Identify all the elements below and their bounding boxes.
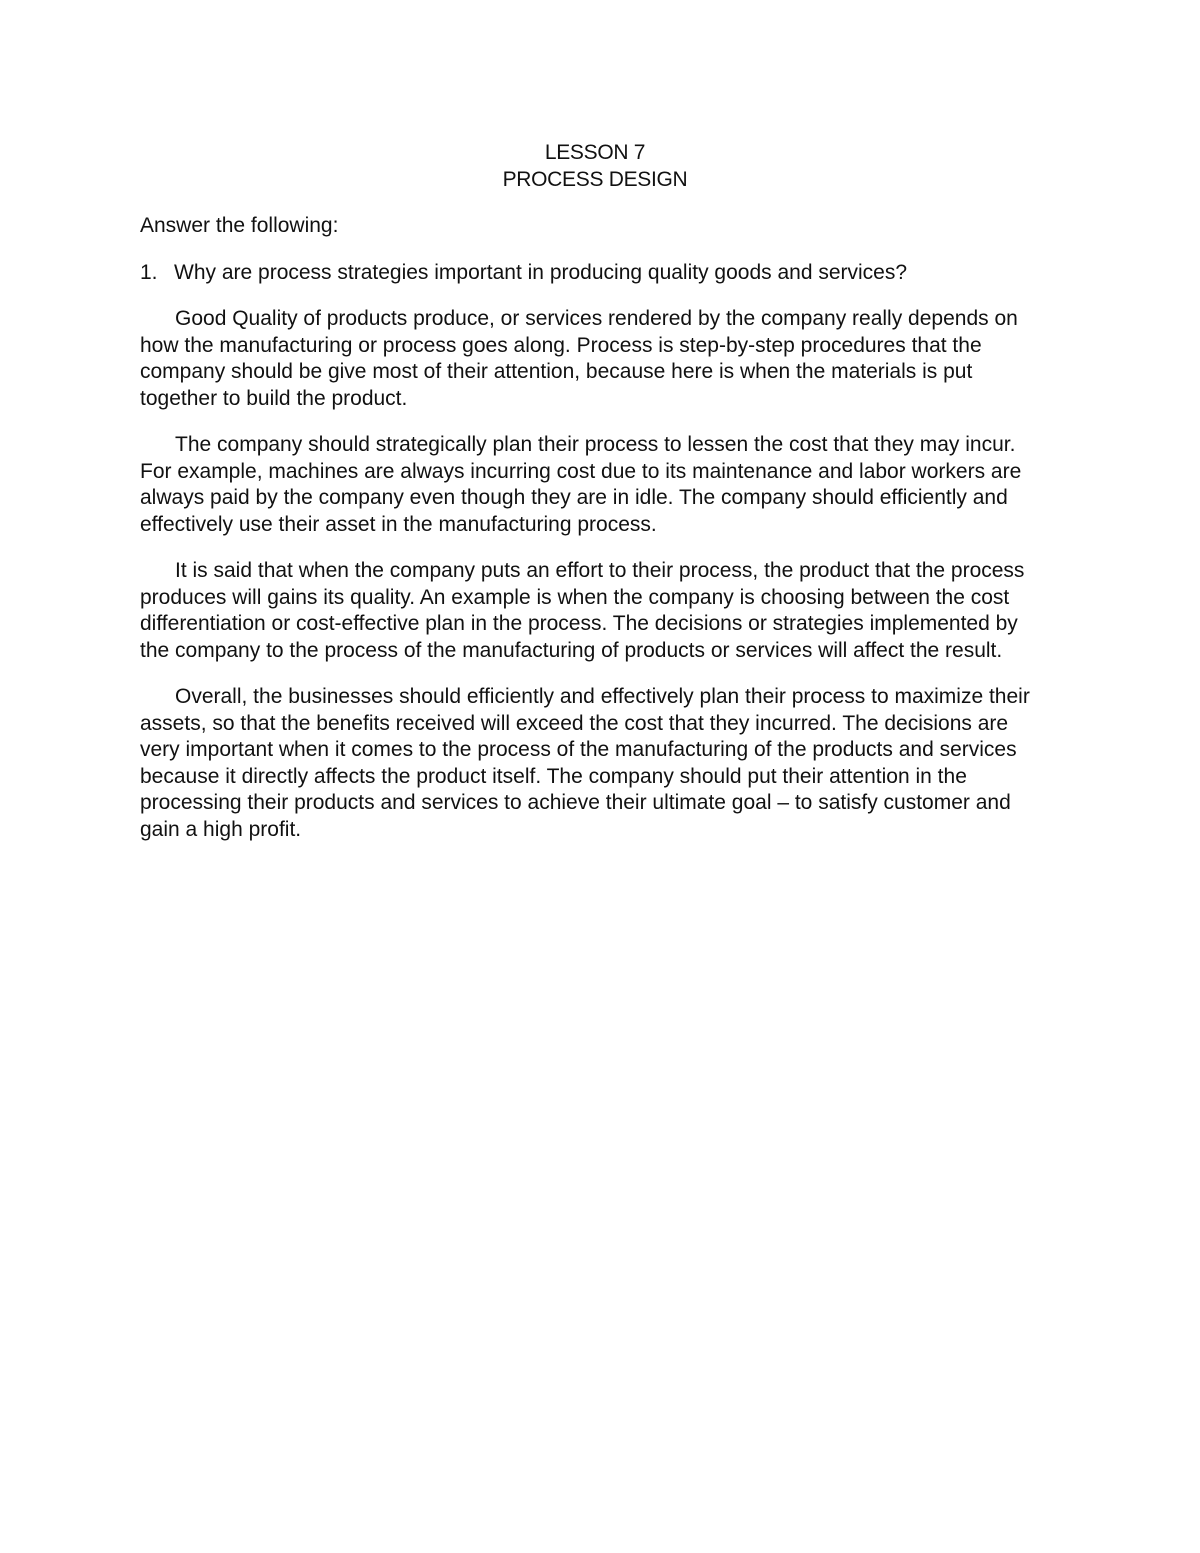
instruction-text: Answer the following: — [140, 214, 339, 237]
answer-paragraph-1: Good Quality of products produce, or services rendered by the company really depends on how the manufacturing or process goes along. Process is step-by-step procedures that the company should be give most of their attention, because here is when the materials is put together to build the product. — [140, 307, 1018, 410]
document-page — [140, 140, 1050, 863]
question-item — [140, 260, 1050, 287]
answer-paragraph-2: The company should strategically plan their process to lessen the cost that they may incur. For example, machines are always incurring cost due to its maintenance and labor workers are always paid by the company even though they are in idle. The company should efficiently and effectively use their asset in the manufacturing process. — [140, 433, 1022, 536]
lesson-title: LESSON 7 — [544, 141, 646, 164]
question-text: Why are process strategies important in producing quality goods and services? — [174, 260, 908, 284]
answer-paragraph-3: It is said that when the company puts an effort to their process, the product that the process produces will gains its quality. An example is when the company is choosing between the cost differentiation or cost-effective plan in the process. The decisions or strategies implemented by the company to the process of the manufacturing of products or services will affect the result. — [140, 559, 1025, 662]
lesson-subtitle: PROCESS DESIGN — [502, 167, 688, 191]
question-number: 1. — [140, 260, 158, 284]
answer-paragraph-4: Overall, the businesses should efficiently and effectively plan their process to maximize their assets, so that the benefits received will exceed the cost that they incurred. The decisions are very important when it comes to the process of the manufacturing of the products and services because it directly affects the product itself. The company should put their attention in the processing their products and services to achieve their ultimate goal – to satisfy customer and gain a high profit. — [140, 685, 1030, 841]
title-block — [140, 140, 1050, 193]
